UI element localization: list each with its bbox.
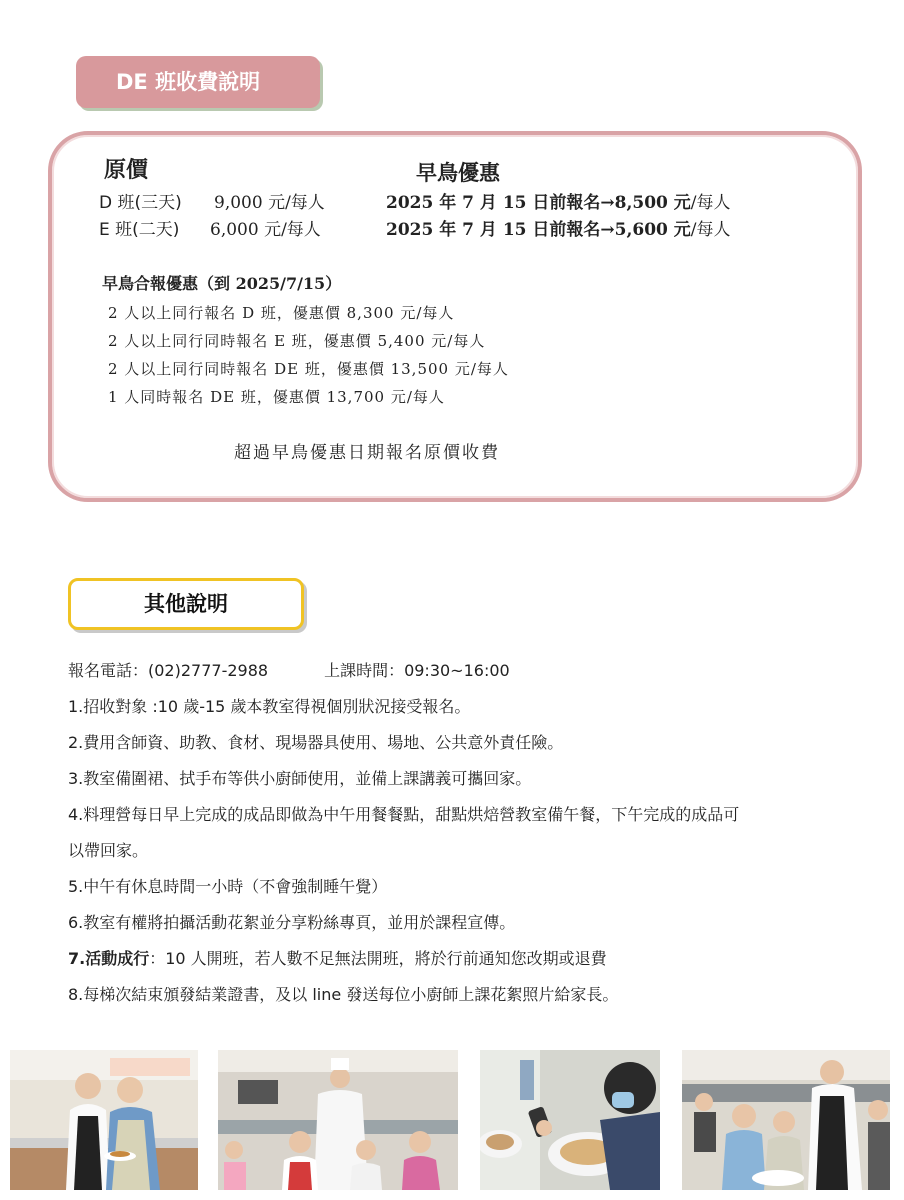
class-e-price: 6,000 元/每人 <box>210 220 321 240</box>
photo-chef-with-children <box>218 1050 458 1190</box>
item7-text: ：10 人開班，若人數不足無法開班，將於行前通知您改期或退費 <box>149 949 607 968</box>
info-item: 1.招收對象 :10 歲-15 歲本教室得視個別狀況接受報名。 <box>68 697 471 716</box>
original-price-heading: 原價 <box>104 158 149 183</box>
phone-text: 報名電話：(02)2777-2988 <box>68 661 269 680</box>
photo-student-taking-photo <box>480 1050 660 1190</box>
photo-classroom-cooking <box>682 1050 890 1190</box>
class-e-early-price: 5,600 元 <box>614 220 691 240</box>
info-item: 4.料理營每日早上完成的成品即做為中午用餐餐點，甜點烘焙營教室備午餐，下午完成的成品可 <box>68 805 740 824</box>
group-discount-line: 1 人同時報名 DE 班，優惠價 13,700 元/每人 <box>108 388 445 406</box>
class-d-early-price: 8,500 元 <box>614 193 691 213</box>
other-section-title: 其他說明 <box>68 578 304 630</box>
class-d-early <box>386 188 731 213</box>
late-registration-note: 超過早鳥優惠日期報名原價收費 <box>234 443 500 463</box>
group-discount-line: 2 人以上同行同時報名 E 班，優惠價 5,400 元/每人 <box>108 332 486 350</box>
class-e-label: E 班(二天) <box>99 220 180 240</box>
class-time-text: 上課時間：09:30~16:00 <box>324 661 510 680</box>
info-item: 以帶回家。 <box>68 841 149 860</box>
group-discount-line: 2 人以上同行同時報名 DE 班，優惠價 13,500 元/每人 <box>108 360 509 378</box>
photo-chef-with-student <box>10 1050 198 1190</box>
group-discount-title: 早鳥合報優惠（到 2025/7/15） <box>102 274 342 293</box>
info-item: 3.教室備圍裙、拭手布等供小廚師使用，並備上課講義可攜回家。 <box>68 769 532 788</box>
info-item: 2.費用含師資、助教、食材、現場器具使用、場地、公共意外責任險。 <box>68 733 564 752</box>
class-e-early-prefix: 2025 年 7 月 15 日前報名→ <box>386 220 615 240</box>
fee-section-title: DE 班收費說明 <box>76 56 320 108</box>
class-d-label: D 班(三天) <box>99 193 182 213</box>
info-item: 8.每梯次結束頒發結業證書，及以 line 發送每位小廚師上課花絮照片給家長。 <box>68 985 619 1004</box>
item7-label: 7.活動成行 <box>68 949 150 968</box>
class-d-price: 9,000 元/每人 <box>214 193 325 213</box>
info-item-7 <box>68 946 607 969</box>
contact-line <box>68 658 510 681</box>
class-d-early-prefix: 2025 年 7 月 15 日前報名→ <box>386 193 615 213</box>
info-item: 5.中午有休息時間一小時（不會強制睡午覺） <box>68 877 388 896</box>
early-bird-heading: 早鳥優惠 <box>416 160 500 185</box>
class-d-early-suffix: /每人 <box>690 193 731 213</box>
class-e-early <box>386 215 731 240</box>
group-discount-line: 2 人以上同行報名 D 班，優惠價 8,300 元/每人 <box>108 304 455 322</box>
info-item: 6.教室有權將拍攝活動花絮並分享粉絲專頁，並用於課程宣傳。 <box>68 913 516 932</box>
class-e-early-suffix: /每人 <box>690 220 731 240</box>
